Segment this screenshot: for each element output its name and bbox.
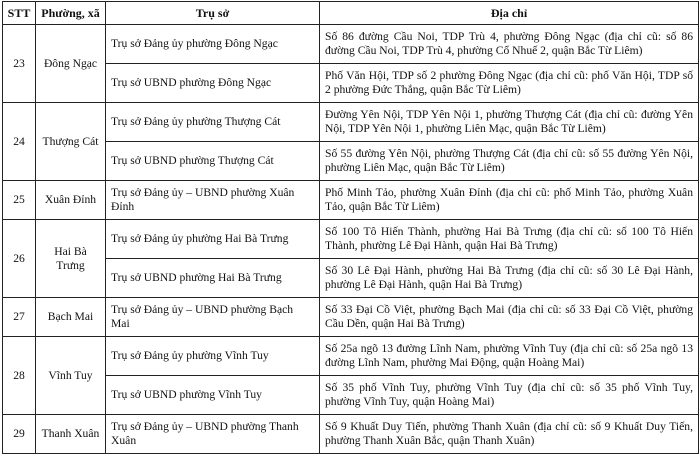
header-office: Trụ sở xyxy=(106,2,320,25)
table-row xyxy=(3,181,699,220)
table-row xyxy=(3,220,699,259)
address-cell: Số 25a ngõ 13 đường Lĩnh Nam, phường Vĩnh Tuy (địa chỉ cũ: số 25a ngõ 13 đường Lĩnh Nam, phường Mai Động, quận Hoàng Mai) xyxy=(320,337,699,376)
office-cell: Trụ sở Đảng ủy – UBND phường Thanh Xuân xyxy=(106,415,320,454)
header-row xyxy=(3,2,699,25)
table-header xyxy=(3,2,699,25)
table-row xyxy=(3,376,699,415)
address-cell: Số 9 Khuất Duy Tiến, phường Thanh Xuân (địa chỉ cũ: số 9 Khuất Duy Tiến, phường Thanh Xuân Bắc, quận Thanh Xuân) xyxy=(320,415,699,454)
stt-cell: 23 xyxy=(3,25,36,103)
address-cell: Số 86 đường Cầu Noi, TDP Trù 4, phường Đông Ngạc (địa chỉ cũ: số 86 đường Cầu Noi, TDP Trù 4, phường Cổ Nhuế 2, quận Bắc Từ Liêm) xyxy=(320,25,699,64)
address-cell: Số 30 Lê Đại Hành, phường Hai Bà Trưng (địa chỉ cũ: số 30 Lê Đại Hành, phường Lê Đại Hành, quận Hai Bà Trưng) xyxy=(320,259,699,298)
header-stt: STT xyxy=(3,2,36,25)
ward-cell: Bạch Mai xyxy=(36,298,106,337)
address-cell: Số 55 đường Yên Nội, phường Thượng Cát (địa chỉ cũ: số 55 đường Yên Nội, phường Liên Mạc, quận Bắc Từ Liêm) xyxy=(320,142,699,181)
ward-cell: Hai Bà Trưng xyxy=(36,220,106,298)
table-row xyxy=(3,103,699,142)
office-cell: Trụ sở Đảng ủy phường Đông Ngạc xyxy=(106,25,320,64)
table-row xyxy=(3,259,699,298)
ward-cell: Đông Ngạc xyxy=(36,25,106,103)
office-cell: Trụ sở Đảng ủy phường Hai Bà Trưng xyxy=(106,220,320,259)
header-ward: Phường, xã xyxy=(36,2,106,25)
address-cell: Số 35 phố Vĩnh Tuy, phường Vĩnh Tuy (địa chỉ cũ: số 35 phố Vĩnh Tuy, phường Vĩnh Tuy, quận Hoàng Mai) xyxy=(320,376,699,415)
table-row xyxy=(3,25,699,64)
address-cell: Đường Yên Nội, TDP Yên Nội 1, phường Thượng Cát (địa chỉ cũ: đường Yên Nội, TDP Yên Nội 1, phường Liên Mạc, quận Bắc Từ Liêm) xyxy=(320,103,699,142)
office-cell: Trụ sở Đảng ủy – UBND phường Bạch Mai xyxy=(106,298,320,337)
ward-cell: Thanh Xuân xyxy=(36,415,106,454)
address-cell: Số 33 Đại Cồ Việt, phường Bạch Mai (địa chỉ cũ: số 33 Đại Cồ Việt, phường Cầu Dền, quận Hai Bà Trưng) xyxy=(320,298,699,337)
stt-cell: 26 xyxy=(3,220,36,298)
address-cell: Phố Minh Tảo, phường Xuân Đỉnh (địa chỉ cũ: phố Minh Tảo, phường Xuân Tảo, quận Bắc Từ Liêm) xyxy=(320,181,699,220)
stt-cell: 25 xyxy=(3,181,36,220)
document-page xyxy=(0,1,700,447)
office-cell: Trụ sở UBND phường Vĩnh Tuy xyxy=(106,376,320,415)
address-cell: Phố Văn Hội, TDP số 2 phường Đông Ngạc (địa chỉ cũ: phố Văn Hội, TDP số 2 phường Đức Thắng, quận Bắc Từ Liêm) xyxy=(320,64,699,103)
ward-cell: Vĩnh Tuy xyxy=(36,337,106,415)
address-cell: Số 100 Tô Hiến Thành, phường Hai Bà Trưng (địa chỉ cũ: số 100 Tô Hiến Thành, phường Lê Đại Hành, quận Hai Bà Trưng) xyxy=(320,220,699,259)
office-cell: Trụ sở Đảng ủy phường Vĩnh Tuy xyxy=(106,337,320,376)
stt-cell: 24 xyxy=(3,103,36,181)
ward-cell: Thượng Cát xyxy=(36,103,106,181)
stt-cell: 28 xyxy=(3,337,36,415)
stt-cell: 29 xyxy=(3,415,36,454)
ward-office-table xyxy=(2,1,699,454)
ward-cell: Xuân Đỉnh xyxy=(36,181,106,220)
header-address: Địa chỉ xyxy=(320,2,699,25)
office-cell: Trụ sở UBND phường Thượng Cát xyxy=(106,142,320,181)
table-row xyxy=(3,415,699,454)
table-row xyxy=(3,298,699,337)
table-body xyxy=(3,25,699,454)
office-cell: Trụ sở UBND phường Hai Bà Trưng xyxy=(106,259,320,298)
table-row xyxy=(3,64,699,103)
table-row xyxy=(3,142,699,181)
office-cell: Trụ sở UBND phường Đông Ngạc xyxy=(106,64,320,103)
stt-cell: 27 xyxy=(3,298,36,337)
table-row xyxy=(3,337,699,376)
office-cell: Trụ sở Đảng ủy – UBND phường Xuân Đỉnh xyxy=(106,181,320,220)
office-cell: Trụ sở Đảng ủy phường Thượng Cát xyxy=(106,103,320,142)
